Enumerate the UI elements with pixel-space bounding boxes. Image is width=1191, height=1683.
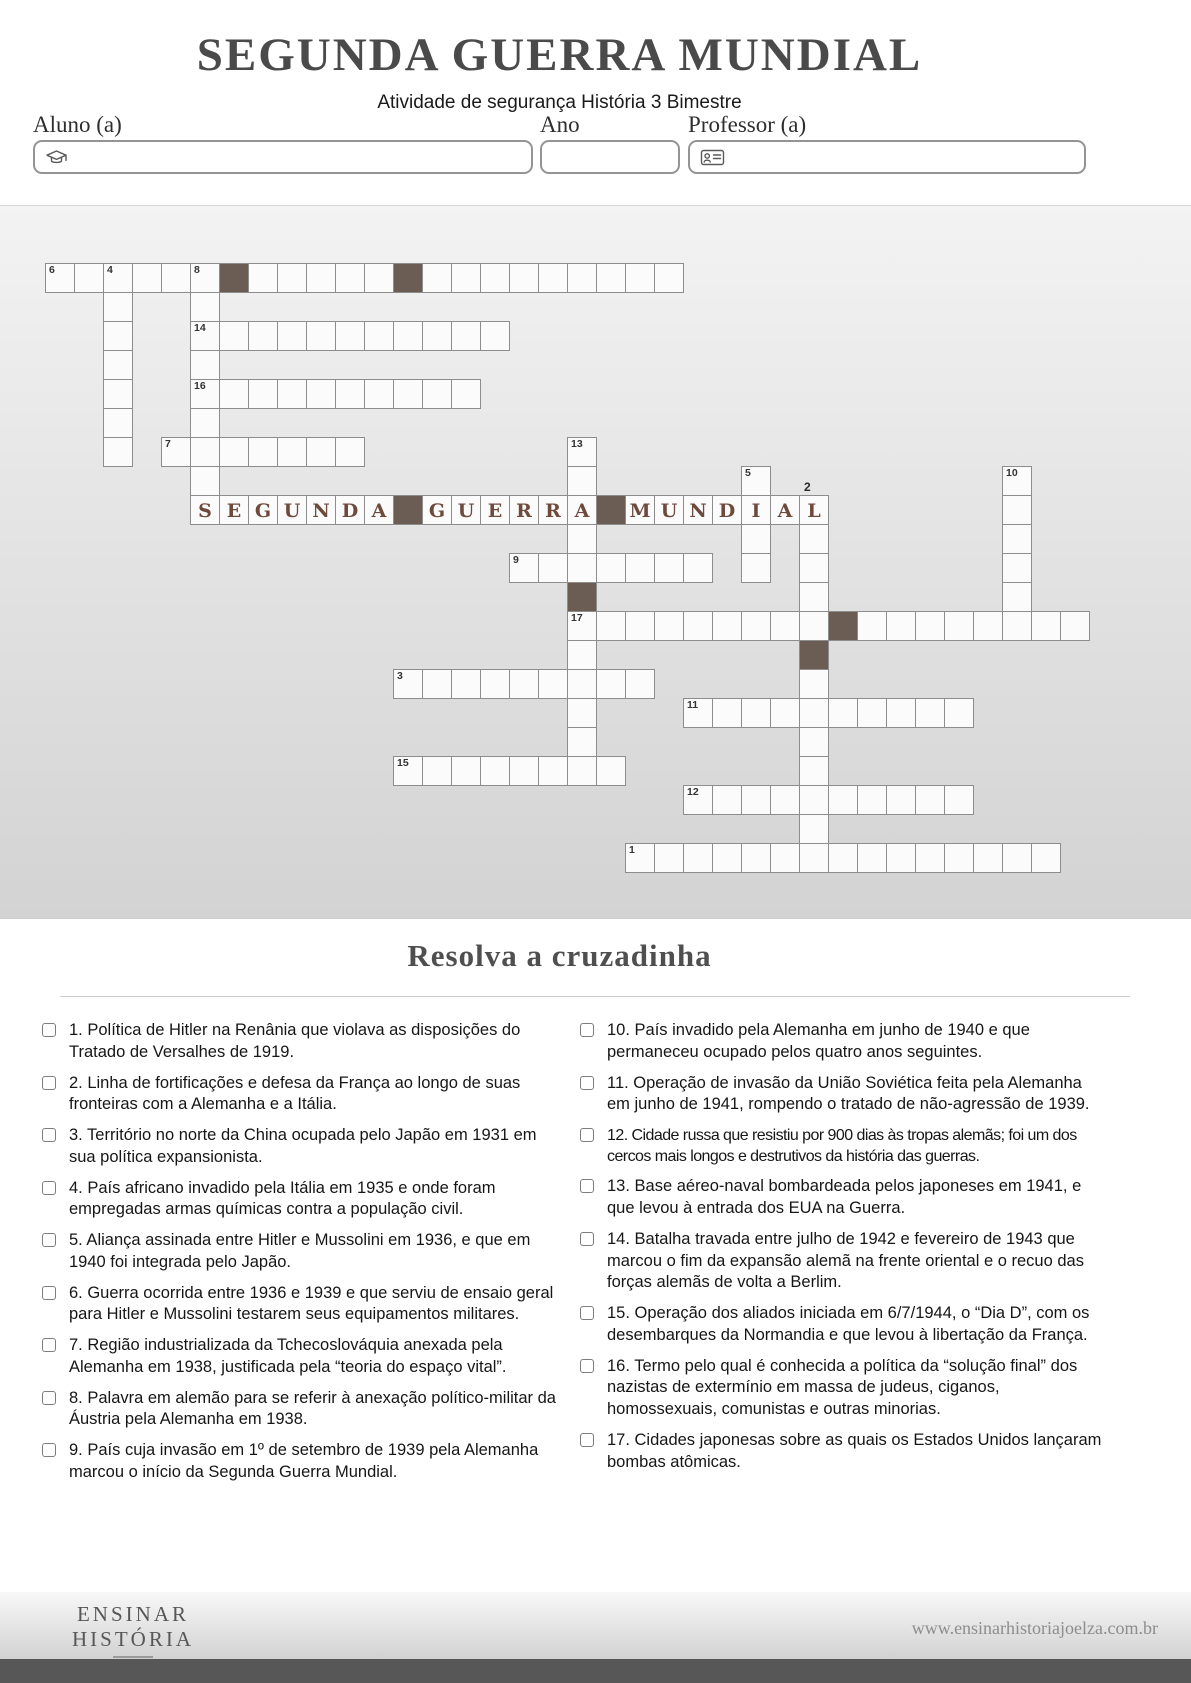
clue-text: 5. Aliança assinada entre Hitler e Mussolini em 1936, e que em 1940 foi integrada pelo Japão.: [69, 1231, 531, 1271]
crossword-cell[interactable]: [683, 611, 713, 641]
crossword-cell[interactable]: [103, 379, 133, 409]
crossword-letter: E: [487, 499, 503, 522]
crossword-cell[interactable]: [567, 524, 597, 554]
crossword-cell[interactable]: [451, 263, 481, 293]
crossword-cell[interactable]: [103, 321, 133, 351]
clue-item: [42, 1335, 558, 1379]
crossword-letter: R: [545, 499, 561, 522]
crossword-cell: [306, 495, 336, 525]
crossword-clue-number: 11: [687, 699, 699, 711]
crossword-clue-number: 1: [629, 844, 635, 856]
crossword-clue-number: 13: [571, 438, 583, 450]
clue-text: 6. Guerra ocorrida entre 1936 e 1939 e que serviu de ensaio geral para Hitler e Mussolini testarem seus equipamentos militares.: [69, 1283, 554, 1324]
crossword-cell[interactable]: [857, 698, 887, 728]
crossword-cell[interactable]: [509, 756, 539, 786]
crossword-letter: D: [341, 499, 359, 522]
crossword-letter: I: [751, 499, 761, 522]
crossword-clue-number: 3: [397, 670, 403, 682]
clue-checkbox[interactable]: [42, 1391, 56, 1405]
crossword-dark-cell: [219, 263, 249, 293]
crossword-cell[interactable]: [335, 321, 365, 351]
crossword-clue-number: 16: [194, 380, 206, 392]
clue-checkbox[interactable]: [580, 1023, 594, 1037]
crossword-cell[interactable]: [480, 669, 510, 699]
crossword-cell: [509, 495, 539, 525]
clue-text: 10. País invadido pela Alemanha em junho de 1940 e que permaneceu ocupado pelos quatro anos seguintes.: [607, 1021, 1030, 1061]
crossword-dark-cell: [567, 582, 597, 612]
crossword-letter: D: [718, 499, 736, 522]
clues-heading: Resolva a cruzadinha: [407, 938, 712, 973]
page-title: SEGUNDA GUERRA MUNDIAL: [196, 29, 923, 81]
crossword-cell[interactable]: [335, 263, 365, 293]
crossword-letter: L: [807, 499, 821, 522]
crossword-cell: [422, 495, 452, 525]
crossword-cell[interactable]: [277, 379, 307, 409]
crossword-cell[interactable]: [799, 814, 829, 844]
crossword-cell[interactable]: [741, 553, 771, 583]
brand-name: ENSINAR HISTÓRIA: [72, 1602, 194, 1651]
crossword-cell[interactable]: [944, 843, 974, 873]
clue-text: 13. Base aéreo-naval bombardeada pelos japoneses em 1941, e que levou à entrada dos EUA na Guerra.: [607, 1177, 1082, 1218]
crossword-letter: N: [312, 499, 330, 522]
crossword-cell[interactable]: [857, 843, 887, 873]
id-card-icon: [700, 149, 725, 166]
crossword-cell: [712, 495, 742, 525]
crossword-clue-number: 5: [745, 467, 751, 479]
crossword-cell[interactable]: [103, 350, 133, 380]
crossword-cell[interactable]: [248, 321, 278, 351]
clue-checkbox[interactable]: [580, 1433, 594, 1447]
crossword-cell[interactable]: [741, 524, 771, 554]
crossword-cell[interactable]: [596, 756, 626, 786]
crossword-cell[interactable]: [567, 437, 597, 467]
clue-item: [580, 1430, 1108, 1474]
clue-item: [42, 1073, 558, 1117]
crossword-cell[interactable]: [596, 669, 626, 699]
crossword-cell[interactable]: [625, 611, 655, 641]
crossword-cell[interactable]: [1002, 553, 1032, 583]
crossword-cell[interactable]: [335, 437, 365, 467]
crossword-cell: [364, 495, 394, 525]
crossword-cell[interactable]: [944, 698, 974, 728]
crossword-cell[interactable]: [306, 437, 336, 467]
crossword-cell[interactable]: [567, 466, 597, 496]
crossword-clue-number: 10: [1006, 467, 1018, 479]
crossword-cell[interactable]: [161, 437, 191, 467]
clue-item: [580, 1303, 1108, 1347]
crossword-cell[interactable]: [451, 379, 481, 409]
crossword-grid: [0, 206, 1191, 918]
clue-text: 4. País africano invadido pela Itália em 1935 e onde foram empregadas armas químicas contra a população civil.: [69, 1178, 496, 1219]
ano-label: Ano: [540, 112, 580, 137]
clues-right-column: [580, 1020, 1108, 1482]
crossword-cell[interactable]: [277, 437, 307, 467]
aluno-label: Aluno (a): [33, 112, 122, 137]
crossword-cell[interactable]: [103, 263, 133, 293]
clue-checkbox[interactable]: [42, 1443, 56, 1457]
crossword-cell[interactable]: [567, 756, 597, 786]
crossword-cell[interactable]: [915, 843, 945, 873]
crossword-letter: U: [660, 499, 678, 522]
crossword-cell[interactable]: [1002, 611, 1032, 641]
crossword-cell[interactable]: [683, 843, 713, 873]
crossword-cell[interactable]: [770, 843, 800, 873]
crossword-cell[interactable]: [567, 263, 597, 293]
crossword-cell[interactable]: [567, 669, 597, 699]
crossword-cell[interactable]: [190, 263, 220, 293]
crossword-cell: [248, 495, 278, 525]
crossword-cell[interactable]: [741, 843, 771, 873]
clue-text: 3. Território no norte da China ocupada pelo Japão em 1931 em sua política expansionista.: [69, 1126, 537, 1166]
crossword-letter: U: [457, 499, 475, 522]
crossword-cell: [538, 495, 568, 525]
crossword-cell[interactable]: [1002, 843, 1032, 873]
clue-checkbox[interactable]: [42, 1233, 56, 1247]
crossword-cell[interactable]: [567, 640, 597, 670]
crossword-cell[interactable]: [277, 321, 307, 351]
crossword-cell[interactable]: [190, 437, 220, 467]
clue-text: 11. Operação de invasão da União Soviética feita pela Alemanha em junho de 1941, rompendo o tratado de não-agressão de 1939.: [607, 1073, 1090, 1114]
crossword-cell[interactable]: [683, 698, 713, 728]
crossword-clue-number: 17: [571, 612, 583, 624]
crossword-cell[interactable]: [741, 785, 771, 815]
crossword-cell[interactable]: [393, 756, 423, 786]
crossword-cell[interactable]: [683, 553, 713, 583]
crossword-cell: [683, 495, 713, 525]
crossword-cell[interactable]: [306, 321, 336, 351]
crossword-cell[interactable]: [509, 669, 539, 699]
crossword-cell[interactable]: [190, 466, 220, 496]
crossword-cell[interactable]: [74, 263, 104, 293]
crossword-cell[interactable]: [190, 408, 220, 438]
clue-item: [580, 1020, 1108, 1064]
clue-item: [42, 1440, 558, 1484]
crossword-cell[interactable]: [857, 611, 887, 641]
crossword-clue-number: 9: [513, 554, 519, 566]
crossword-cell[interactable]: [1002, 524, 1032, 554]
crossword-cell[interactable]: [103, 437, 133, 467]
crossword-cell: [567, 495, 597, 525]
crossword-cell[interactable]: [480, 263, 510, 293]
crossword-cell[interactable]: [422, 379, 452, 409]
crossword-cell[interactable]: [451, 321, 481, 351]
crossword-cell: [741, 495, 771, 525]
crossword-cell: [277, 495, 307, 525]
clue-checkbox[interactable]: [580, 1359, 594, 1373]
crossword-cell[interactable]: [944, 785, 974, 815]
crossword-cell[interactable]: [828, 698, 858, 728]
crossword-cell[interactable]: [248, 263, 278, 293]
clue-checkbox[interactable]: [580, 1128, 594, 1142]
crossword-cell[interactable]: [393, 379, 423, 409]
crossword-cell[interactable]: [799, 669, 829, 699]
clue-item: [42, 1388, 558, 1432]
crossword-cell[interactable]: [596, 263, 626, 293]
clue-checkbox[interactable]: [580, 1306, 594, 1320]
clue-item: [580, 1356, 1108, 1421]
clue-item: [42, 1020, 558, 1064]
crossword-cell: [480, 495, 510, 525]
clue-item: [580, 1176, 1108, 1220]
crossword-cell[interactable]: [161, 263, 191, 293]
crossword-cell[interactable]: [770, 611, 800, 641]
clue-text: 2. Linha de fortificações e defesa da França ao longo de suas fronteiras com a Alemanha e a Itália.: [69, 1073, 521, 1114]
aluno-input[interactable]: [33, 140, 533, 174]
crossword-cell[interactable]: [364, 263, 394, 293]
crossword-dark-cell: [828, 611, 858, 641]
crossword-cell[interactable]: [799, 553, 829, 583]
crossword-letter: G: [254, 499, 272, 522]
crossword-cell[interactable]: [741, 466, 771, 496]
crossword-letter: S: [198, 499, 212, 522]
crossword-cell[interactable]: [480, 321, 510, 351]
crossword-cell[interactable]: [306, 379, 336, 409]
crossword-clue-number: 6: [49, 264, 55, 276]
crossword-cell[interactable]: [886, 698, 916, 728]
crossword-cell[interactable]: [393, 669, 423, 699]
crossword-cell[interactable]: [567, 553, 597, 583]
crossword-cell: [770, 495, 800, 525]
crossword-clue-number: 15: [397, 757, 409, 769]
crossword-cell[interactable]: [857, 785, 887, 815]
crossword-clue-number: 7: [165, 438, 171, 450]
crossword-cell[interactable]: [219, 321, 249, 351]
crossword-letter: U: [283, 499, 301, 522]
crossword-cell: [190, 495, 220, 525]
crossword-letter: M: [629, 499, 651, 522]
crossword-cell[interactable]: [335, 379, 365, 409]
clue-checkbox[interactable]: [42, 1128, 56, 1142]
crossword-clue-number: 2: [804, 480, 811, 494]
clue-text: 14. Batalha travada entre julho de 1942 e fevereiro de 1943 que marcou o fim da expansão alemã na frente oriental e o recuo das forças alemãs de volta a Berlim.: [607, 1229, 1084, 1292]
crossword-cell: [451, 495, 481, 525]
crossword-cell[interactable]: [944, 611, 974, 641]
crossword-cell[interactable]: [509, 263, 539, 293]
clue-item: [42, 1230, 558, 1274]
clue-checkbox[interactable]: [42, 1023, 56, 1037]
crossword-letter: R: [516, 499, 532, 522]
clue-checkbox[interactable]: [42, 1181, 56, 1195]
clue-checkbox[interactable]: [580, 1232, 594, 1246]
crossword-cell[interactable]: [538, 263, 568, 293]
crossword-cell: [799, 480, 829, 525]
crossword-cell[interactable]: [451, 669, 481, 699]
crossword-cell[interactable]: [567, 698, 597, 728]
crossword-clue-number: 4: [107, 264, 113, 276]
crossword-cell[interactable]: [248, 437, 278, 467]
crossword-cell[interactable]: [770, 698, 800, 728]
crossword-cell[interactable]: [451, 756, 481, 786]
crossword-cell[interactable]: [103, 408, 133, 438]
crossword-cell[interactable]: [596, 611, 626, 641]
crossword-cell[interactable]: [799, 843, 829, 873]
clue-text: 1. Política de Hitler na Renânia que violava as disposições do Tratado de Versalhes de 1919.: [69, 1021, 521, 1061]
clue-text: 15. Operação dos aliados iniciada em 6/7/1944, o “Dia D”, com os desembarques da Normandia e que levou à libertação da França.: [607, 1304, 1090, 1344]
graduation-cap-icon: [45, 149, 68, 166]
crossword-clue-number: 12: [687, 786, 699, 798]
crossword-cell[interactable]: [422, 321, 452, 351]
clue-item: [42, 1178, 558, 1222]
ano-input[interactable]: [540, 140, 680, 174]
crossword-cell[interactable]: [480, 756, 510, 786]
crossword-cell[interactable]: [654, 843, 684, 873]
crossword-cell[interactable]: [567, 611, 597, 641]
crossword-cell[interactable]: [799, 727, 829, 757]
crossword-cell[interactable]: [799, 611, 829, 641]
crossword-cell[interactable]: [973, 843, 1003, 873]
crossword-cell[interactable]: [886, 785, 916, 815]
crossword-clue-number: 14: [194, 322, 206, 334]
crossword-cell[interactable]: [915, 611, 945, 641]
crossword-cell[interactable]: [799, 756, 829, 786]
crossword-cell[interactable]: [973, 611, 1003, 641]
crossword-cell[interactable]: [625, 263, 655, 293]
crossword-cell[interactable]: [277, 263, 307, 293]
crossword-cell[interactable]: [915, 698, 945, 728]
page-subtitle: Atividade de segurança História 3 Bimestre: [377, 92, 742, 113]
crossword-cell[interactable]: [538, 553, 568, 583]
footer: [0, 1592, 1191, 1659]
crossword-cell[interactable]: [654, 263, 684, 293]
crossword-cell[interactable]: [422, 669, 452, 699]
crossword-cell[interactable]: [45, 263, 75, 293]
clue-item: [580, 1229, 1108, 1294]
crossword-cell[interactable]: [712, 698, 742, 728]
crossword-cell[interactable]: [712, 785, 742, 815]
brand-rule: [113, 1656, 153, 1658]
crossword-cell[interactable]: [654, 611, 684, 641]
crossword-dark-cell: [799, 640, 829, 670]
crossword-cell[interactable]: [132, 263, 162, 293]
crossword-cell[interactable]: [886, 611, 916, 641]
crossword-cell[interactable]: [103, 292, 133, 322]
crossword-cell[interactable]: [915, 785, 945, 815]
crossword-panel: [0, 205, 1191, 919]
clue-text: 7. Região industrializada da Tchecoslováquia anexada pela Alemanha em 1938, justificada pela “teoria do espaço vital”.: [69, 1336, 507, 1376]
crossword-cell[interactable]: [683, 785, 713, 815]
crossword-dark-cell: [596, 495, 626, 525]
crossword-cell: [654, 495, 684, 525]
crossword-cell[interactable]: [886, 843, 916, 873]
crossword-cell[interactable]: [770, 785, 800, 815]
professor-input[interactable]: [688, 140, 1086, 174]
crossword-cell[interactable]: [219, 437, 249, 467]
website-url: www.ensinarhistoriajoelza.com.br: [911, 1618, 1158, 1638]
crossword-letter: G: [428, 499, 446, 522]
crossword-clue-number: 8: [194, 264, 200, 276]
crossword-cell[interactable]: [712, 611, 742, 641]
clue-item: [42, 1283, 558, 1327]
crossword-cell[interactable]: [190, 350, 220, 380]
crossword-cell[interactable]: [567, 727, 597, 757]
crossword-letter: E: [226, 499, 242, 522]
clue-text: 16. Termo pelo qual é conhecida a política da “solução final” dos nazistas de extermínio em massa de judeus, ciganos, homossexuais, comunistas e outras minorias.: [607, 1356, 1078, 1419]
crossword-cell: [335, 495, 365, 525]
crossword-cell[interactable]: [1031, 843, 1061, 873]
crossword-cell[interactable]: [248, 379, 278, 409]
crossword-cell[interactable]: [741, 698, 771, 728]
crossword-cell[interactable]: [364, 321, 394, 351]
crossword-cell[interactable]: [538, 669, 568, 699]
crossword-cell[interactable]: [509, 553, 539, 583]
clue-checkbox[interactable]: [580, 1179, 594, 1193]
crossword-cell[interactable]: [306, 263, 336, 293]
crossword-cell[interactable]: [828, 843, 858, 873]
crossword-cell[interactable]: [799, 524, 829, 554]
clue-checkbox[interactable]: [580, 1076, 594, 1090]
crossword-cell[interactable]: [625, 669, 655, 699]
crossword-cell[interactable]: [712, 843, 742, 873]
clue-item: [580, 1125, 1108, 1167]
crossword-cell[interactable]: [625, 843, 655, 873]
crossword-cell[interactable]: [219, 379, 249, 409]
divider: [60, 996, 1130, 997]
crossword-cell[interactable]: [364, 379, 394, 409]
clue-text: 9. País cuja invasão em 1º de setembro de 1939 pela Alemanha marcou o início da Segunda Guerra Mundial.: [69, 1441, 539, 1482]
crossword-cell[interactable]: [190, 292, 220, 322]
crossword-cell[interactable]: [422, 756, 452, 786]
crossword-letter: A: [574, 499, 590, 522]
crossword-cell: [625, 495, 655, 525]
clue-text: 8. Palavra em alemão para se referir à anexação político-militar da Áustria pela Alemanha em 1938.: [69, 1388, 556, 1429]
crossword-cell[interactable]: [741, 611, 771, 641]
clue-item: [42, 1125, 558, 1169]
crossword-letter: A: [777, 499, 793, 522]
clue-checkbox[interactable]: [42, 1076, 56, 1090]
crossword-cell[interactable]: [625, 553, 655, 583]
clue-text: 17. Cidades japonesas sobre as quais os Estados Unidos lançaram bombas atômicas.: [607, 1430, 1102, 1471]
crossword-cell[interactable]: [1031, 611, 1061, 641]
crossword-cell[interactable]: [538, 756, 568, 786]
crossword-cell[interactable]: [799, 582, 829, 612]
crossword-cell[interactable]: [654, 553, 684, 583]
crossword-cell: [219, 495, 249, 525]
crossword-cell[interactable]: [799, 785, 829, 815]
crossword-letter: N: [689, 499, 707, 522]
crossword-cell[interactable]: [393, 321, 423, 351]
crossword-cell[interactable]: [190, 379, 220, 409]
professor-label: Professor (a): [688, 112, 807, 137]
clue-checkbox[interactable]: [42, 1338, 56, 1352]
clue-item: [580, 1073, 1108, 1117]
crossword-cell[interactable]: [422, 263, 452, 293]
crossword-cell[interactable]: [1060, 611, 1090, 641]
crossword-cell[interactable]: [190, 321, 220, 351]
clue-checkbox[interactable]: [42, 1286, 56, 1300]
crossword-letter: A: [371, 499, 387, 522]
crossword-dark-cell: [393, 263, 423, 293]
crossword-cell[interactable]: [1002, 495, 1032, 525]
clue-text: 12. Cidade russa que resistiu por 900 dias às tropas alemãs; foi um dos cercos mais longos e destrutivos da história das guerras.: [607, 1127, 1077, 1166]
crossword-cell[interactable]: [828, 785, 858, 815]
clues-left-column: [42, 1020, 558, 1493]
crossword-cell[interactable]: [1002, 582, 1032, 612]
crossword-cell[interactable]: [596, 553, 626, 583]
crossword-dark-cell: [393, 495, 423, 525]
crossword-cell[interactable]: [1002, 466, 1032, 496]
bottom-bar: [0, 1659, 1191, 1683]
crossword-cell[interactable]: [799, 698, 829, 728]
